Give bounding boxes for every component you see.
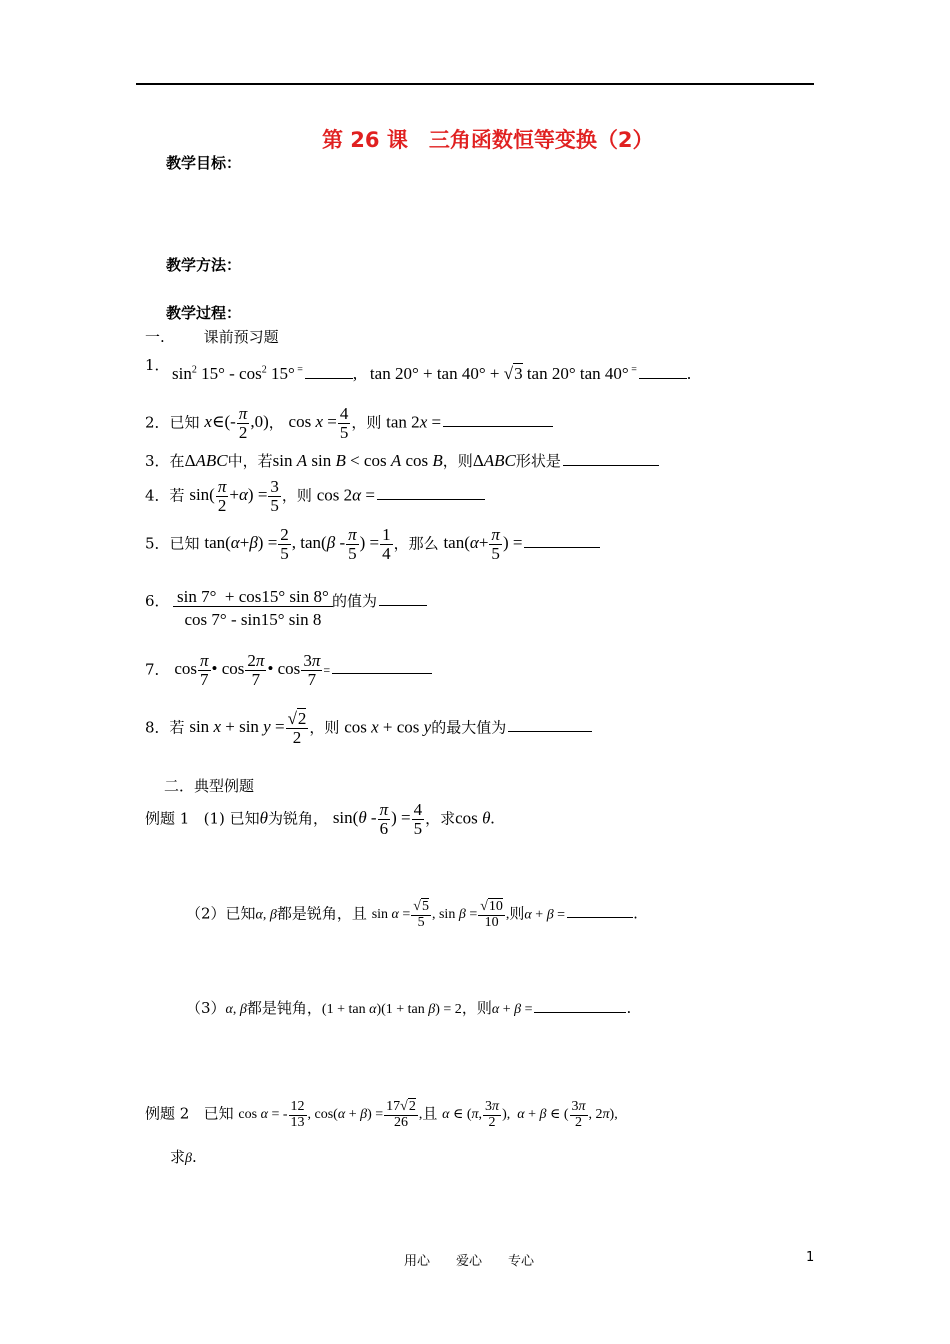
problem-3-text-b: 中，若	[227, 452, 273, 470]
example-2-label: 例题 2	[145, 1104, 190, 1123]
example-1-part-3: （3）α, β都是钝角，(1 + tan α)(1 + tan β) = 2，则α + β = .	[186, 999, 632, 1017]
problem-8-text-b: ，则	[309, 718, 340, 737]
problem-6-fraction: $\frac{\sin 7^\circ + \cos 15^\circ \sin 8^\circ}{\cos 7^\circ - \sin 15^\circ \sin 8}$	[172, 588, 334, 629]
example-1-part-2-math-a: α, β	[255, 907, 277, 923]
problem-3-number: 3．	[145, 452, 170, 470]
problem-3-math-b: sin A sin B < cos A cos B	[272, 451, 443, 470]
section-1	[145, 326, 279, 347]
example-1-part-1	[145, 801, 495, 838]
example-1-part-3-text-a: （3）	[186, 999, 226, 1017]
problem-2	[145, 405, 553, 442]
heading-teaching-process: 教学过程：	[166, 304, 242, 322]
problem-4	[145, 478, 485, 515]
problem-5-text-a: 已知	[169, 534, 200, 553]
example-2-text-a: 已知	[203, 1104, 234, 1123]
problem-4-text-b: ，则	[281, 486, 312, 505]
answer-blank[interactable]	[563, 464, 659, 466]
header-rule	[136, 83, 814, 85]
example-1-part-2: （2）已知α, β都是锐角，且 sin α = $\frac{√5}{5}$ , sin β = $\frac{√10}{10}$ ,则α + β = .	[186, 899, 638, 930]
problem-3-text-d: 形状是	[515, 452, 561, 470]
problem-2-math-c: tan 2x =	[386, 412, 442, 432]
example-1-part-3-text-c: ，则	[461, 999, 492, 1017]
section-1-label: 课前预习题	[203, 328, 279, 346]
problem-5-math-a: tan(α+β) = $\frac{2}{5}$ , tan(β - $\frac{\pi}{5}$ ) = $\frac{1}{4}$	[204, 525, 391, 563]
problem-4-math-b: cos 2α =	[316, 485, 375, 505]
problem-8-text-a: 若	[169, 718, 185, 737]
answer-blank[interactable]	[524, 546, 600, 548]
problem-5-text-b: ，那么	[393, 534, 439, 553]
answer-blank[interactable]	[443, 425, 553, 427]
section-2-label: 二．典型例题	[164, 777, 255, 795]
answer-blank[interactable]	[534, 1011, 626, 1013]
problem-2-text-c: ，则	[351, 413, 382, 432]
example-1-text-a: (1) 已知	[203, 809, 260, 828]
problem-1-expression: $\sin^2 15^\circ - \cos^2 15^\circ$ = , tan 20° + tan 40° + √3 tan 20° tan 40° = .	[172, 364, 692, 383]
problem-6-number: 6．	[145, 592, 170, 610]
problem-8-math-b: cos x + cos y	[344, 717, 432, 737]
page-number: 1	[806, 1250, 815, 1265]
footer-motto: 用心 爱心 专心	[404, 1254, 535, 1269]
problem-8-text-c: 的最大值为	[431, 718, 507, 737]
example-1-part-3-text-b: 都是钝角，	[246, 999, 322, 1017]
problem-7	[145, 652, 432, 689]
problem-5-math-b: tan(α+ $\frac{\pi}{5}$ ) =	[443, 525, 523, 563]
example-1-text-b: 为锐角，	[268, 809, 329, 828]
answer-blank[interactable]	[508, 730, 592, 732]
answer-blank[interactable]	[377, 498, 485, 500]
problem-3	[145, 450, 659, 471]
example-1-part-2-math-c: α + β =	[524, 907, 566, 923]
problem-2-math-b: cos x = $\frac{4}{5}$	[288, 404, 349, 442]
example-1-part-3-math-b: (1 + tan α)(1 + tan β) = 2	[321, 1002, 462, 1017]
problem-7-math: cos $\frac{\pi}{7}$ • cos $\frac{2\pi}{7}$ • cos $\frac{3\pi}{7}$ =	[174, 651, 331, 689]
answer-blank[interactable]	[567, 916, 633, 918]
problem-5-number: 5．	[145, 534, 170, 553]
example-1-label: 例题 1	[145, 809, 190, 828]
problem-2-text-a: 已知	[169, 413, 200, 432]
problem-6-text-a: 的值为	[332, 592, 378, 610]
answer-blank[interactable]	[332, 672, 432, 674]
example-1-math-a: sin(θ - $\frac{\pi}{6}$ ) = $\frac{4}{5}$	[332, 800, 423, 838]
problem-7-number: 7．	[145, 660, 170, 679]
example-1-math-theta: θ	[259, 808, 269, 828]
section-1-number: 一.	[145, 328, 165, 346]
problem-2-text-b: ，	[268, 413, 284, 432]
problem-5	[145, 526, 600, 563]
example-1-part-2-math-b: sin α = $\frac{√5}{5}$ , sin β = $\frac{√10}{10}$ ,	[371, 899, 510, 930]
answer-blank[interactable]	[379, 604, 427, 606]
example-1-part-2-text-a: （2）已知	[186, 904, 256, 923]
problem-8-math-a: sin x + sin y = $\frac{√2}{2}$	[189, 709, 307, 747]
heading-teaching-method: 教学方法：	[166, 256, 242, 274]
example-2-math-b: α ∈ (π, $\frac{3\pi}{2}$ ), α + β ∈ ( $\frac{3\pi}{2}$ , 2π),	[442, 1099, 618, 1130]
example-1-text-c: ，求	[425, 809, 456, 828]
example-2-text-b: 且	[422, 1104, 438, 1123]
problem-8	[145, 710, 592, 747]
example-2-ask: 求β.	[170, 1148, 197, 1166]
problem-6-tail	[332, 590, 427, 611]
problem-4-number: 4．	[145, 486, 170, 505]
problem-2-math-a: x∈(- $\frac{\pi}{2}$ ,0)	[204, 404, 269, 442]
example-1-part-2-text-c: 则	[509, 904, 525, 923]
example-1-math-b: cos θ.	[455, 808, 495, 828]
problem-4-math-a: sin( $\frac{\pi}{2}$ +α) = $\frac{3}{5}$	[189, 477, 279, 515]
page-title: 第 26 课 三角函数恒等变换（2）	[322, 128, 654, 152]
problem-3-text-c: ，则	[442, 452, 473, 470]
example-2	[145, 1100, 618, 1130]
example-2-math-a: cos α = - $\frac{12}{13}$ , cos(α + β) = $\frac{17√2}{26}$ ,	[238, 1099, 423, 1130]
problem-1-number: 1．	[145, 356, 170, 374]
example-2-math-beta: β	[185, 1151, 192, 1166]
example-1-part-2-text-b: 都是锐角，且	[276, 904, 367, 923]
problem-4-text-a: 若	[169, 486, 185, 505]
heading-teaching-goal: 教学目标：	[166, 154, 242, 172]
problem-3-math-a: ΔABC	[184, 451, 228, 470]
problem-3-math-c: ΔABC	[472, 451, 516, 470]
example-2-text-c: 求	[170, 1148, 186, 1166]
example-1-part-3-math-a: α, β	[225, 1002, 247, 1017]
problem-8-number: 8．	[145, 718, 170, 737]
problem-2-number: 2．	[145, 413, 170, 432]
problem-3-text-a: 在	[169, 452, 185, 470]
example-1-part-3-math-c: α + β =	[491, 1002, 533, 1017]
